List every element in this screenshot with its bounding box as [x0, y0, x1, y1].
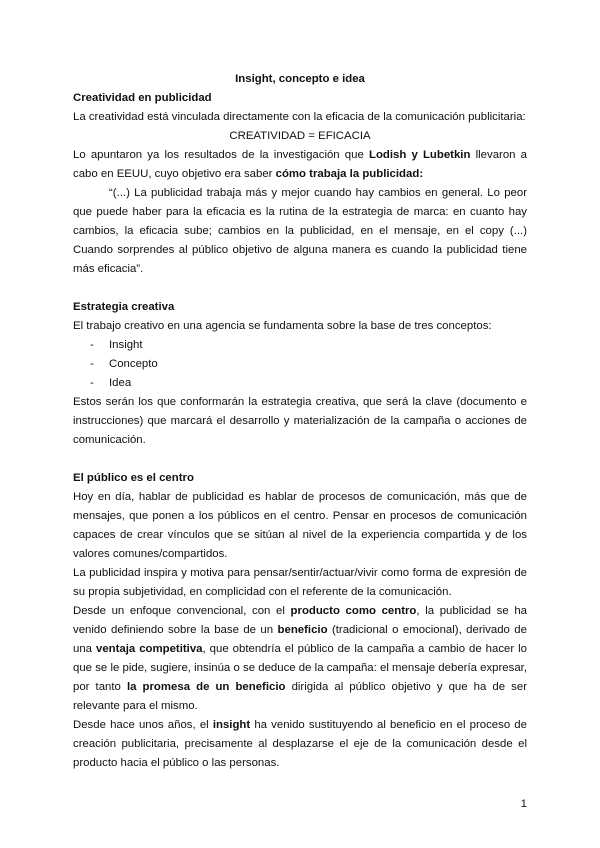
text-segment: Desde hace unos años, el [73, 719, 213, 731]
text-segment: dirigida al público objetivo y que ha de ser relevante para el mismo. [73, 681, 527, 712]
paragraph-lodish [73, 146, 527, 184]
text-segment: Lo apuntaron ya los resultados de la investigación que [73, 149, 369, 161]
text-colon: : [419, 168, 424, 180]
paragraph-enfoque-convencional [73, 602, 527, 716]
text-segment: , la publicidad se ha venido definiendo sobre la base de un [73, 605, 528, 636]
list-item-idea [73, 374, 527, 393]
paragraph-estrategia-intro: El trabajo creativo en una agencia se fundamenta sobre la base de tres conceptos: [73, 320, 492, 332]
quote-paragraph: “(...) La publicidad trabaja más y mejor cuando hay cambios en general. Lo peor que puede haber para la eficacia es la rutina de la estrategia de marca: en cuanto hay cambios, la eficacia sube; cambios en la publicidad, en el mensaje, en el copy (...) Cuando sorprendes al público objetivo de alguna manera es cuando la publicidad tiene más eficacia”. [73, 187, 527, 275]
paragraph-creatividad-intro: La creatividad está vinculada directamente con la eficacia de la comunicación publicitaria: [73, 111, 526, 123]
heading-estrategia: Estrategia creativa [73, 301, 175, 313]
text-segment: Desde un enfoque convencional, con el [73, 605, 291, 617]
dash-bullet: - [90, 377, 94, 389]
bold-como-trabaja: cómo trabaja la publicidad [275, 168, 420, 180]
bold-promesa-beneficio: la promesa de un beneficio [126, 681, 286, 693]
paragraph-insight [73, 716, 527, 773]
bold-producto-centro: producto como centro [290, 605, 417, 617]
bold-ventaja-competitiva: ventaja competitiva [95, 643, 203, 655]
paragraph-estrategia-clave: Estos serán los que conformarán la estrategia creativa, que será la clave (documento e instrucciones) que marcará el desarrollo y materialización de la campaña o acciones de comunicación. [73, 396, 527, 446]
list-item-concepto [73, 355, 527, 374]
spacer [73, 450, 527, 469]
bold-beneficio: beneficio [277, 624, 328, 636]
bold-insight: insight [212, 719, 251, 731]
heading-creatividad: Creatividad en publicidad [73, 92, 212, 104]
page-number: 1 [520, 798, 527, 810]
document-title: Insight, concepto e idea [235, 73, 365, 85]
list-item-label: Insight [109, 339, 143, 351]
text-segment: ha venido sustituyendo al beneficio en el proceso de creación publicitaria, precisamente al desplazarse el eje de la comunicación desde el producto hacia el público o las personas. [73, 719, 527, 769]
spacer [73, 279, 527, 298]
formula-creatividad-eficacia: CREATIVIDAD = EFICACIA [229, 130, 371, 142]
dash-bullet: - [90, 358, 94, 370]
paragraph-procesos: Hoy en día, hablar de publicidad es hablar de procesos de comunicación, más que de mensajes, que ponen a los públicos en el centro. Pensar en procesos de comunicación capaces de crear vínculos que se sitúan al nivel de la experiencia compartida y de los valores comunes/compartidos. [73, 491, 527, 560]
bold-lodish-lubetkin: Lodish y Lubetkin [368, 149, 471, 161]
paragraph-inspira: La publicidad inspira y motiva para pensar/sentir/actuar/vivir como forma de expresión de su propia subjetividad, en complicidad con el referente de la comunicación. [73, 567, 527, 598]
text-segment: llevaron a cabo en EEUU, cuyo objetivo era saber [73, 149, 527, 180]
list-item-insight [73, 336, 527, 355]
list-item-label: Idea [109, 377, 132, 389]
heading-publico: El público es el centro [73, 472, 194, 484]
list-item-label: Concepto [109, 358, 158, 370]
dash-bullet: - [90, 339, 94, 351]
text-segment: , que obtendría el público de la campaña a cambio de hacer lo que se le pide, sugiere, insinúa o se deduce de la campaña: el mensaje debería expresar, por tanto [73, 643, 527, 693]
concept-list [73, 336, 527, 393]
text-segment: (tradicional o emocional), derivado de una [73, 624, 527, 655]
